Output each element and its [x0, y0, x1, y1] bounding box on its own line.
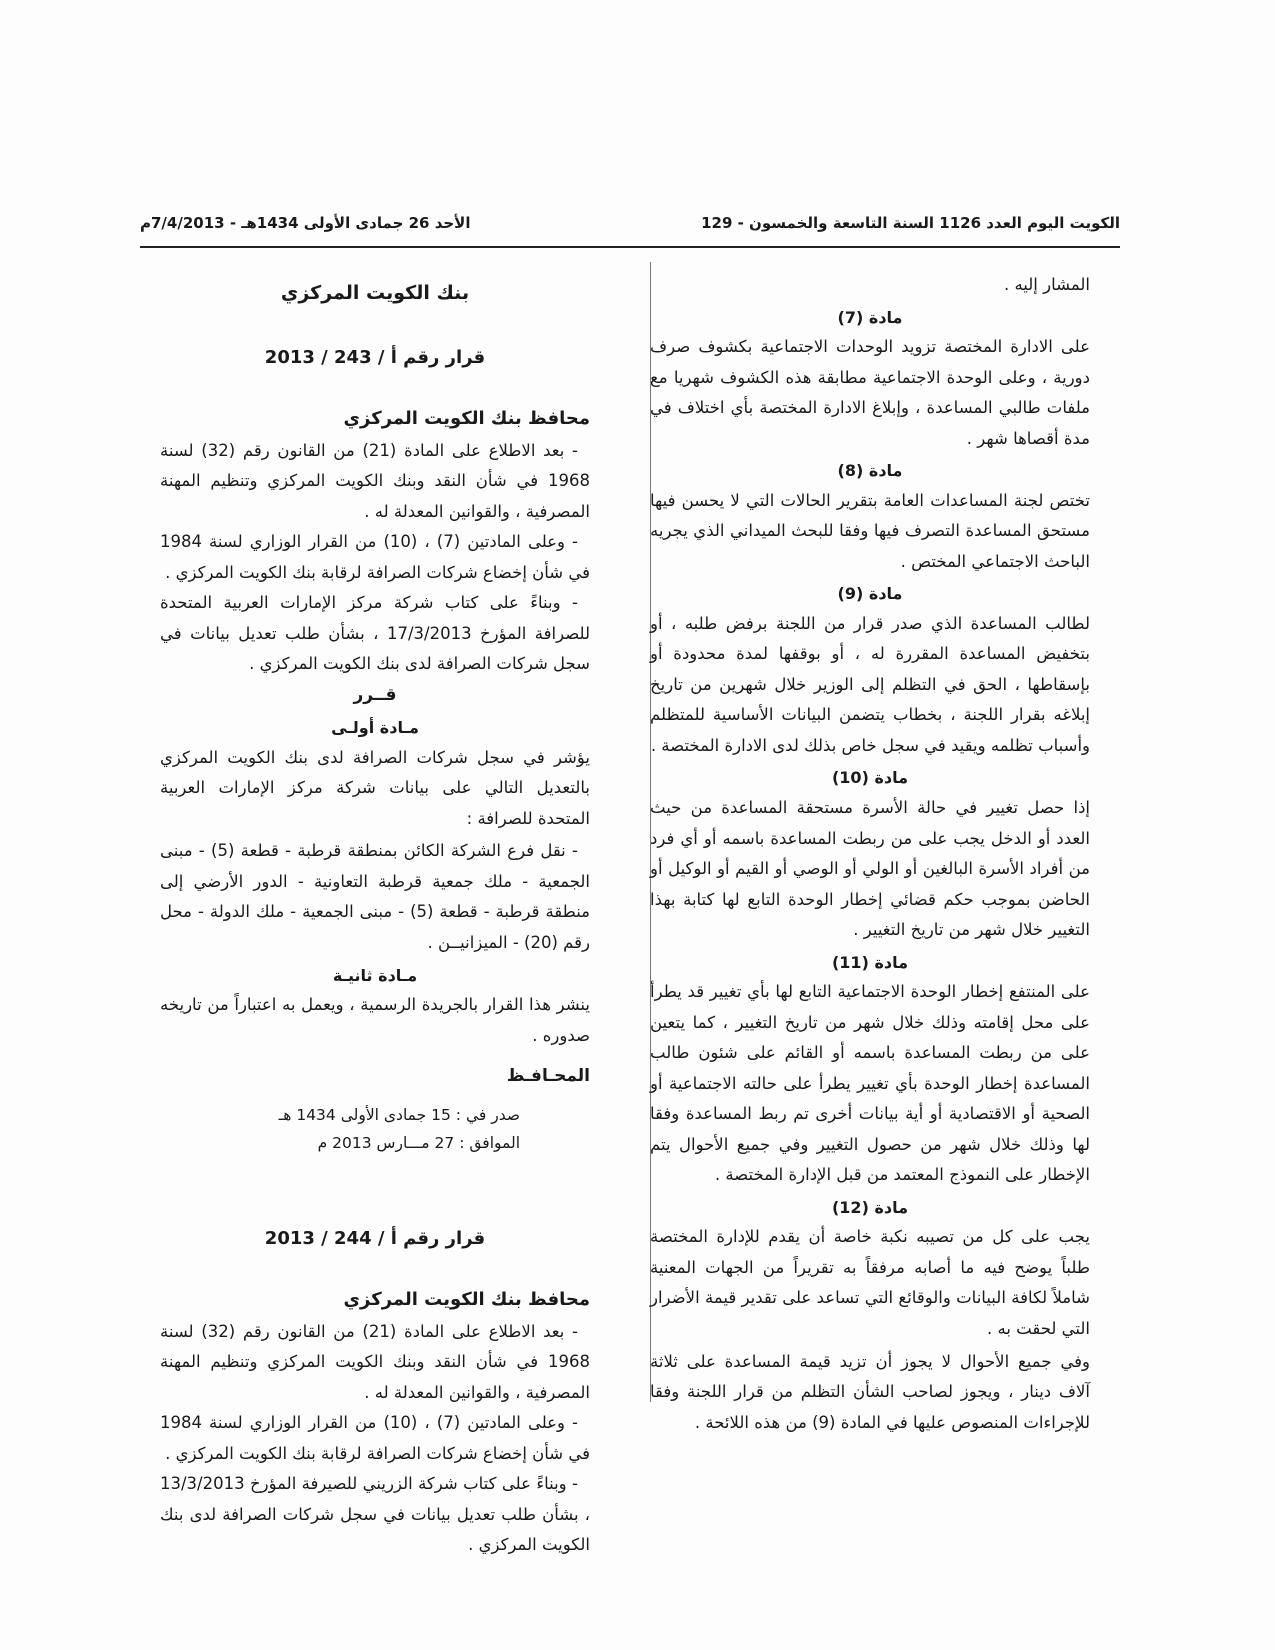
header-issue-info: الكويت اليوم العدد 1126 السنة التاسعة والخمسون - 129: [701, 214, 1120, 232]
section-gap: [160, 1158, 590, 1222]
decision-243-article-2-title: مـادة ثانيـة: [332, 965, 418, 985]
article-11-title: مادة (11): [831, 952, 909, 972]
decision-243-number: قرار رقم أ / 243 / 2013: [264, 347, 486, 369]
right-column: [650, 270, 1090, 1438]
article-8-title: مادة (8): [837, 461, 903, 481]
decision-243-item: - بعد الاطلاع على المادة (21) من القانون رقم (32) لسنة 1968 في شأن النقد وبنك الكويت المركزي وتنظيم المهنة المصرفية ، والقوانين المعدلة له .: [160, 440, 590, 521]
decision-243-article-1-item: - نقل فرع الشركة الكائن بمنطقة قرطبة - قطعة (5) - مبنى الجمعية - ملك جمعية قرطبة التعاونية - الدور الأرضي إلى منطقة قرطبة - قطعة (5) - مبنى الجمعية - ملك الدولة - محل رقم (20) - الميزانيــن .: [160, 841, 591, 952]
issued-date-hijri: صدر في : 15 جمادى الأولى 1434 هـ: [278, 1105, 520, 1124]
article-9-title: مادة (9): [837, 584, 903, 604]
decision-243-article-1-title: مـادة أولـى: [331, 718, 419, 738]
article-9-body: لطالب المساعدة الذي صدر قرار من اللجنة برفض طلبه ، أو بتخفيض المساعدة المقررة له ، أو بوقفها لمدة محدودة أو بإسقاطها ، الحق في التظلم إلى الوزير خلال شهرين من تاريخ إبلاغه بقرار اللجنة ، بخطاب يتضمن البيانات الأساسية للمتظلم وأسباب تظلمه ويقيد في سجل خاص بذلك لدى الادارة المختصة .: [650, 613, 1090, 755]
closing-paragraph: وفي جميع الأحوال لا يجوز أن تزيد قيمة المساعدة على ثلاثة آلاف دينار ، ويجوز لصاحب الشأن التظلم من قرار اللجنة وفقا للإجراءات المنصوص عليها في المادة (9) من هذه اللائحة .: [650, 1351, 1090, 1432]
decision-243-item: - وعلى المادتين (7) ، (10) من القرار الوزاري لسنة 1984 في شأن إخضاع شركات الصرافة لرقابة بنك الكويت المركزي .: [160, 532, 590, 582]
decision-243-article-1-body: يؤشر في سجل شركات الصرافة لدى بنك الكويت المركزي بالتعديل التالي على بيانات شركة مركز الإمارات العربية المتحدة للصرافة :: [160, 747, 590, 828]
article-7-body: على الادارة المختصة تزويد الوحدات الاجتماعية بكشوف صرف دورية ، وعلى الوحدة الاجتماعية مطابقة هذه الكشوف شهريا مع ملفات طالبي المساعدة ، وإبلاغ الادارة المختصة بأي اختلاف في مدة أقصاها شهر .: [650, 337, 1090, 448]
article-10-body: إذا حصل تغيير في حالة الأسرة مستحقة المساعدة من حيث العدد أو الدخل يجب على من ربطت المساعدة باسمه أو أي فرد من أفراد الأسرة البالغين أو الولي أو الوصي أو القيم أو الوكيل أو الحاضن بموجب حكم قضائي إخطار الوحدة التابع لها كتابة بهذا التغيير خلال شهر من تاريخ التغيير .: [650, 798, 1090, 940]
bank-name: بنك الكويت المركزي: [280, 282, 470, 304]
article-11-body: على المنتفع إخطار الوحدة الاجتماعية التابع لها بأي تغيير قد يطرأ على محل إقامته وذلك خلال شهر من تاريخ التغيير ، كما يتعين على من ربطت المساعدة باسمه أو القائم على شئون طالب المساعدة إخطار الوحدة بأي تغيير يطرأ على حالته الاجتماعية أو الصحية أو الاقتصادية أو أية بيانات أخرى تم ربط المساعدة وفقا لها وذلك خلال شهر من حصول التغيير وفي جميع الأحوال يتم الإخطار على النموذج المعتمد من قبل الإدارة المختصة .: [650, 982, 1090, 1185]
article-12-title: مادة (12): [831, 1197, 909, 1217]
header-date: الأحد 26 جمادى الأولى 1434هـ - 7/4/2013م: [140, 214, 471, 232]
decision-244-governor: محافظ بنك الكويت المركزي: [343, 1289, 590, 1311]
decision-244-item: - بعد الاطلاع على المادة (21) من القانون رقم (32) لسنة 1968 في شأن النقد وبنك الكويت المركزي وتنظيم المهنة المصرفية ، والقوانين المعدلة له .: [160, 1321, 590, 1402]
decision-243-item: - وبناءً على كتاب شركة مركز الإمارات العربية المتحدة للصرافة المؤرخ 17/3/2013 ، بشأن طلب تعديل بيانات في سجل شركات الصرافة لدى بنك الكويت المركزي .: [160, 593, 590, 674]
running-header: [140, 214, 1120, 248]
decides-heading: قــرر: [353, 684, 397, 705]
decision-244-item: - وعلى المادتين (7) ، (10) من القرار الوزاري لسنة 1984 في شأن إخضاع شركات الصرافة لرقابة بنك الكويت المركزي .: [160, 1413, 590, 1463]
decision-244-item: - وبناءً على كتاب شركة الزريني للصيرفة المؤرخ 13/3/2013 ، بشأن طلب تعديل بيانات في سجل شركات الصرافة لدى بنك الكويت المركزي .: [160, 1474, 590, 1555]
governor-signature: المحـافـظ: [506, 1066, 590, 1087]
decision-244: [160, 1222, 590, 1561]
continuation-line: المشار إليه .: [1003, 275, 1090, 294]
article-7-title: مادة (7): [837, 307, 903, 327]
left-column: [160, 270, 590, 1561]
decision-243-governor: محافظ بنك الكويت المركزي: [343, 408, 590, 430]
article-8-body: تختص لجنة المساعدات العامة بتقرير الحالات التي لا يحسن فيها مستحق المساعدة التصرف فيها وفقا للبحث الميداني الذي يجريه الباحث الاجتماعي المختص .: [650, 490, 1090, 571]
decision-244-number: قرار رقم أ / 244 / 2013: [264, 1227, 486, 1249]
article-10-title: مادة (10): [831, 768, 909, 788]
article-12-body: يجب على كل من تصيبه نكبة خاصة أن يقدم للإدارة المختصة طلباً يوضح فيه ما أصابه مرفقاً به تقريراً من الجهات المعنية شاملاً لكافة البيانات والوقائع التي تساعد على تقدير قيمة الأضرار التي لحقت به .: [650, 1227, 1090, 1338]
issued-date-gregorian: الموافق : 27 مـــارس 2013 م: [317, 1134, 520, 1153]
decision-243-article-2-body: ينشر هذا القرار بالجريدة الرسمية ، ويعمل به اعتباراً من تاريخه صدوره .: [160, 995, 590, 1045]
